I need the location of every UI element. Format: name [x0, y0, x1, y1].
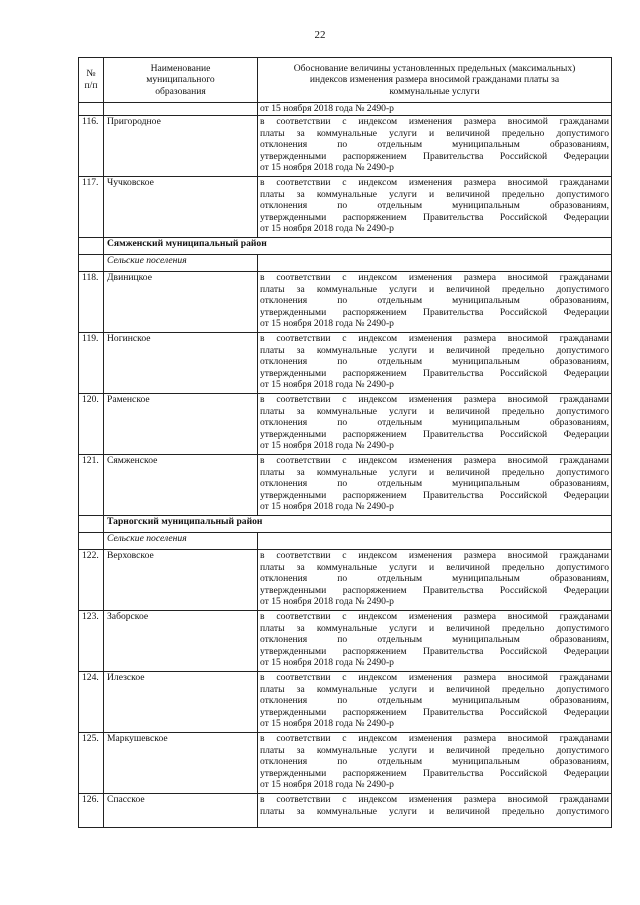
basis-line: от 15 ноября 2018 года № 2490-р: [260, 162, 394, 174]
subgroup-row: [79, 255, 612, 272]
basis-line: платы за коммунальные услуги и величиной предельно допустимого: [260, 127, 609, 139]
basis-line: в соответствии с индексом изменения размера вносимой гражданами: [260, 794, 609, 805]
basis-line: от 15 ноября 2018 года № 2490-р: [260, 779, 394, 791]
basis-line: в соответствии с индексом изменения размера вносимой гражданами: [260, 672, 609, 683]
row-number: 119.: [79, 333, 104, 394]
basis-line: отклонения по отдельным муниципальным образованиям,: [260, 478, 609, 490]
basis-line: в соответствии с индексом изменения размера вносимой гражданами: [260, 394, 609, 405]
row-number: 118.: [79, 272, 104, 333]
municipal-index-table: [78, 57, 612, 828]
district-number-cell: [79, 238, 104, 255]
municipality-name: Раменское: [104, 394, 258, 455]
basis-cell: [258, 272, 612, 333]
basis-line: утвержденными распоряжением Правительства Российской Федерации: [260, 706, 609, 718]
basis-line: от 15 ноября 2018 года № 2490-р: [260, 223, 394, 235]
municipality-name: Маркушевское: [104, 733, 258, 794]
subgroup-name: Сельские поселения: [104, 533, 258, 550]
basis-line: в соответствии с индексом изменения размера вносимой гражданами: [260, 116, 609, 127]
basis-line: утвержденными распоряжением Правительства Российской Федерации: [260, 645, 609, 657]
row-number: 126.: [79, 794, 104, 828]
header-number: [79, 58, 104, 103]
page-number: 22: [314, 29, 326, 41]
subgroup-name: Сельские поселения: [104, 255, 258, 272]
municipality-name: Чучковское: [104, 177, 258, 238]
basis-line: в соответствии с индексом изменения размера вносимой гражданами: [260, 550, 609, 561]
subgroup-row: [79, 533, 612, 550]
subgroup-basis-cell: [258, 533, 612, 550]
basis-line: отклонения по отдельным муниципальным образованиям,: [260, 573, 609, 585]
basis-line: отклонения по отдельным муниципальным образованиям,: [260, 634, 609, 646]
row-number: 121.: [79, 455, 104, 516]
basis-cell: [258, 672, 612, 733]
basis-cell: [258, 611, 612, 672]
municipality-name: Сямженское: [104, 455, 258, 516]
basis-line: платы за коммунальные услуги и величиной предельно допустимого: [260, 805, 609, 817]
header-municipality-name-text: Наименование муниципального образования: [146, 62, 215, 97]
basis-line: в соответствии с индексом изменения размера вносимой гражданами: [260, 333, 609, 344]
basis-line: в соответствии с индексом изменения размера вносимой гражданами: [260, 733, 609, 744]
row-number: 117.: [79, 177, 104, 238]
table-row: [79, 550, 612, 611]
table-row: [79, 116, 612, 177]
basis-line: от 15 ноября 2018 года № 2490-р: [260, 440, 394, 452]
basis-cell: [258, 177, 612, 238]
district-number-cell: [79, 516, 104, 533]
continuation-number-cell: [79, 103, 104, 116]
basis-line: в соответствии с индексом изменения размера вносимой гражданами: [260, 611, 609, 622]
basis-line: отклонения по отдельным муниципальным образованиям,: [260, 695, 609, 707]
header-basis-text: Обоснование величины установленных предельных (максимальных) индексов изменения размера вносимой гражданами платы за коммунальные услуги: [293, 62, 576, 97]
basis-cell: [258, 333, 612, 394]
basis-cell: [258, 116, 612, 177]
basis-line: утвержденными распоряжением Правительства Российской Федерации: [260, 428, 609, 440]
table-row: [79, 611, 612, 672]
basis-line: утвержденными распоряжением Правительства Российской Федерации: [260, 489, 609, 501]
table-row: [79, 733, 612, 794]
basis-line: утвержденными распоряжением Правительства Российской Федерации: [260, 306, 609, 318]
row-number: 125.: [79, 733, 104, 794]
basis-line: в соответствии с индексом изменения размера вносимой гражданами: [260, 455, 609, 466]
basis-line: в соответствии с индексом изменения размера вносимой гражданами: [260, 177, 609, 188]
municipality-name: Верховское: [104, 550, 258, 611]
basis-line: отклонения по отдельным муниципальным образованиям,: [260, 295, 609, 307]
row-number: 120.: [79, 394, 104, 455]
basis-line: от 15 ноября 2018 года № 2490-р: [260, 501, 394, 513]
basis-line: утвержденными распоряжением Правительства Российской Федерации: [260, 150, 609, 162]
basis-line: платы за коммунальные услуги и величиной предельно допустимого: [260, 405, 609, 417]
basis-cell: [258, 394, 612, 455]
table-row: [79, 394, 612, 455]
municipality-name: Пригородное: [104, 116, 258, 177]
municipality-name: Спасское: [104, 794, 258, 828]
basis-line: от 15 ноября 2018 года № 2490-р: [260, 657, 394, 669]
row-number: 122.: [79, 550, 104, 611]
basis-line: платы за коммунальные услуги и величиной предельно допустимого: [260, 344, 609, 356]
basis-line: от 15 ноября 2018 года № 2490-р: [260, 379, 394, 391]
district-name: Сямженский муниципальный район: [104, 238, 612, 255]
basis-line: отклонения по отдельным муниципальным образованиям,: [260, 200, 609, 212]
basis-line: утвержденными распоряжением Правительства Российской Федерации: [260, 367, 609, 379]
basis-line: платы за коммунальные услуги и величиной предельно допустимого: [260, 622, 609, 634]
header-municipality-name: [104, 58, 258, 103]
basis-line: в соответствии с индексом изменения размера вносимой гражданами: [260, 272, 609, 283]
row-number: 124.: [79, 672, 104, 733]
basis-line: отклонения по отдельным муниципальным образованиям,: [260, 756, 609, 768]
continuation-row: [79, 103, 612, 116]
basis-line: платы за коммунальные услуги и величиной предельно допустимого: [260, 466, 609, 478]
basis-line: отклонения по отдельным муниципальным образованиям,: [260, 417, 609, 429]
table-row: [79, 272, 612, 333]
table-row: [79, 333, 612, 394]
basis-line: от 15 ноября 2018 года № 2490-р: [260, 318, 394, 330]
row-number: 116.: [79, 116, 104, 177]
continuation-name-cell: [104, 103, 258, 116]
basis-line: платы за коммунальные услуги и величиной предельно допустимого: [260, 561, 609, 573]
municipality-name: Двиницкое: [104, 272, 258, 333]
header-number-text: № п/п: [84, 68, 98, 91]
basis-line: от 15 ноября 2018 года № 2490-р: [260, 718, 394, 730]
basis-cell: [258, 455, 612, 516]
subgroup-number-cell: [79, 255, 104, 272]
basis-cell: [258, 550, 612, 611]
basis-line: утвержденными распоряжением Правительства Российской Федерации: [260, 584, 609, 596]
continuation-basis-cell: от 15 ноября 2018 года № 2490-р: [258, 103, 612, 116]
basis-line: отклонения по отдельным муниципальным образованиям,: [260, 356, 609, 368]
municipality-name: Заборское: [104, 611, 258, 672]
row-number: 123.: [79, 611, 104, 672]
district-name: Тарногский муниципальный район: [104, 516, 612, 533]
municipality-name: Ногинское: [104, 333, 258, 394]
basis-line: утвержденными распоряжением Правительства Российской Федерации: [260, 767, 609, 779]
table-row: [79, 672, 612, 733]
district-row: [79, 516, 612, 533]
table-row: [79, 455, 612, 516]
table-row: [79, 177, 612, 238]
subgroup-basis-cell: [258, 255, 612, 272]
basis-line: платы за коммунальные услуги и величиной предельно допустимого: [260, 744, 609, 756]
basis-cell: [258, 733, 612, 794]
municipality-name: Илезское: [104, 672, 258, 733]
basis-line: от 15 ноября 2018 года № 2490-р: [260, 596, 394, 608]
basis-line: отклонения по отдельным муниципальным образованиям,: [260, 139, 609, 151]
subgroup-number-cell: [79, 533, 104, 550]
basis-line: утвержденными распоряжением Правительства Российской Федерации: [260, 211, 609, 223]
basis-cell: [258, 794, 612, 828]
district-row: [79, 238, 612, 255]
table-row: [79, 794, 612, 828]
basis-line: платы за коммунальные услуги и величиной предельно допустимого: [260, 188, 609, 200]
header-basis: [258, 58, 612, 103]
table-header-row: [79, 58, 612, 103]
basis-line: платы за коммунальные услуги и величиной предельно допустимого: [260, 683, 609, 695]
basis-line: платы за коммунальные услуги и величиной предельно допустимого: [260, 283, 609, 295]
